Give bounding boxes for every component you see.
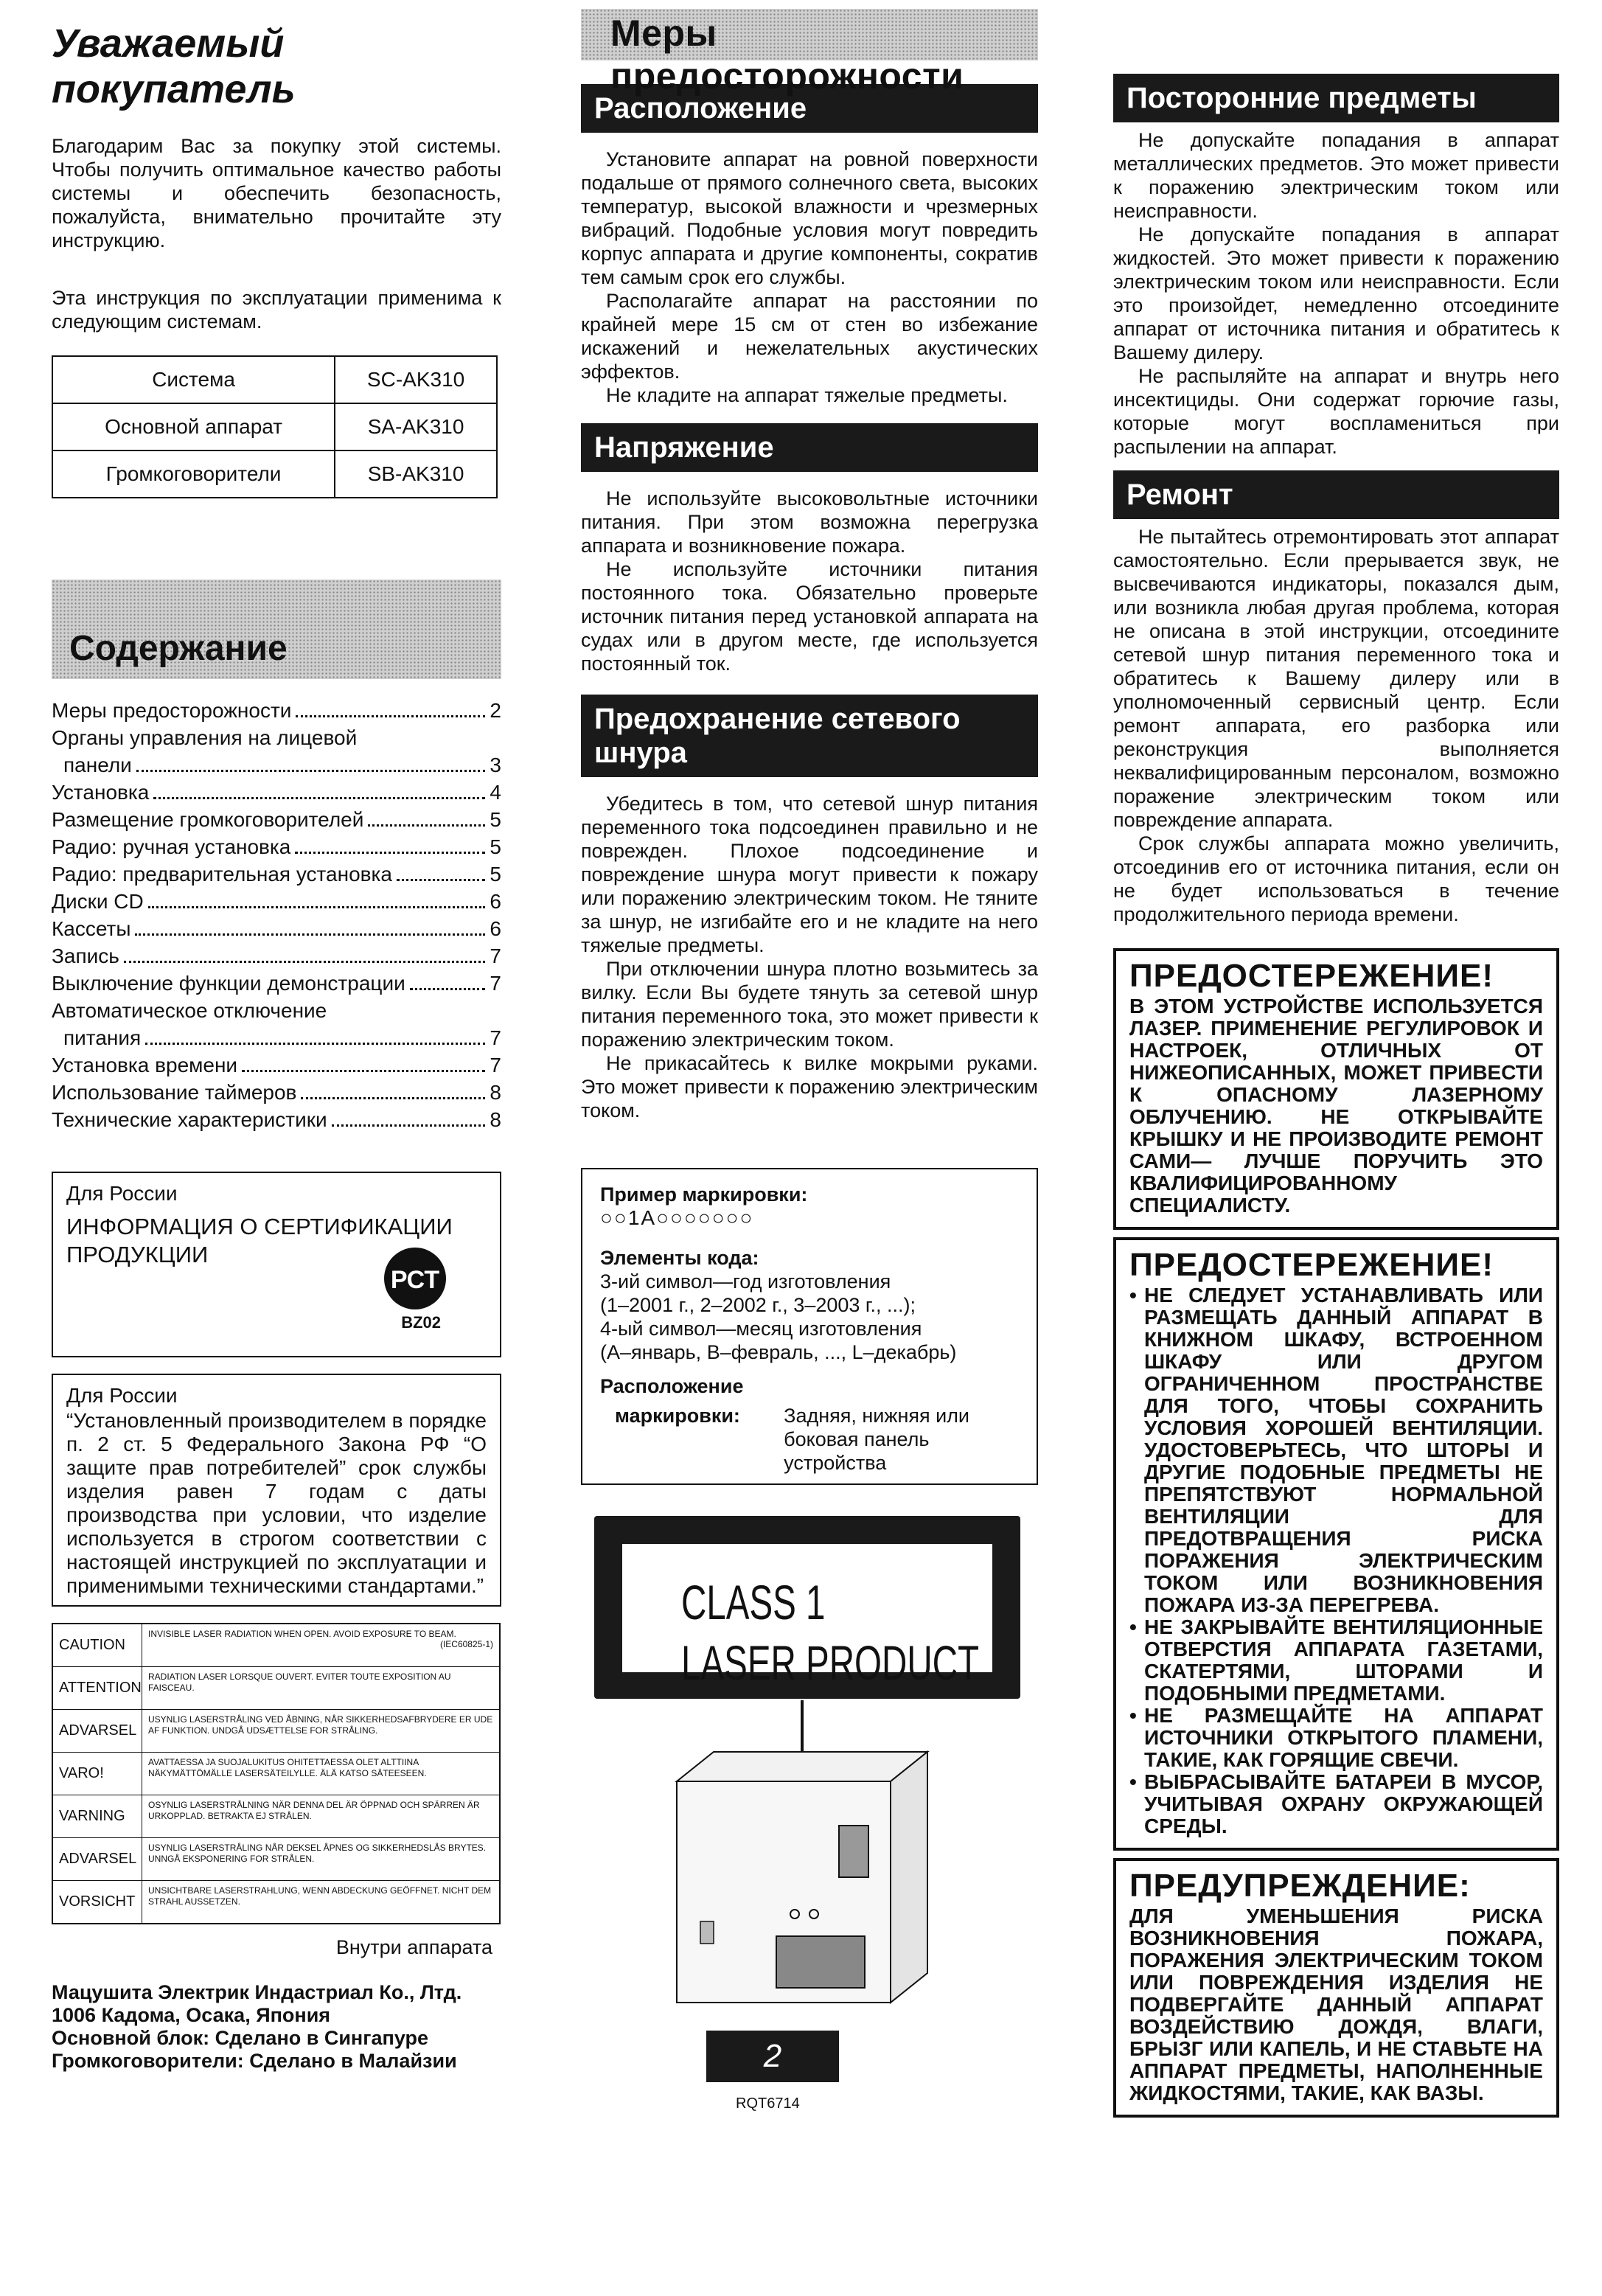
inside-caption: Внутри аппарата <box>335 1936 492 1958</box>
list-item: • ВЫБРАСЫВАЙТЕ БАТАРЕИ В МУСОР, УЧИТЫВАЯ ОХРАНУ ОКРУЖАЮЩЕЙ СРЕДЫ. <box>1129 1770 1543 1837</box>
contents-heading: Содержание <box>52 580 501 679</box>
list-item: • НЕ ЗАКРЫВАЙТЕ ВЕНТИЛЯЦИОННЫЕ ОТВЕРСТИЯ АППАРАТА ГАЗЕТАМИ, СКАТЕРТЯМИ, ШТОРАМИ И ПОДОБНЫМИ ПРЕДМЕТАМИ. <box>1129 1615 1543 1705</box>
device-back-illustration <box>647 1700 957 2025</box>
service-life-box: Для России “Установленный производителем в порядке п. 2 ст. 5 Федерального Закона РФ “О защите прав потребителей” срок службы изделия равен 7 годам с даты производства при условии, что изделие используется в строгом соответствии с настоящей инструкцией по эксплуатации и применимыми техническими стандартами.” <box>52 1374 501 1607</box>
moisture-warning-box: ПРЕДУПРЕЖДЕНИЕ: ДЛЯ УМЕНЬШЕНИЯ РИСКА ВОЗНИКНОВЕНИЯ ПОЖАРА, ПОРАЖЕНИЯ ЭЛЕКТРИЧЕСКИМ ТОКОМ ИЛИ ПОВРЕЖДЕНИЯ ИЗДЕЛИЯ НЕ ПОДВЕРГАЙТЕ ДАННЫЙ АППАРАТ ВОЗДЕЙСТВИЮ ДОЖДЯ, ВЛАГИ, БРЫЗГ ИЛИ КАПЕЛЬ, И НЕ СТАВЬТЕ НА АППАРАТ ПРЕДМЕТЫ, НАПОЛНЕННЫЕ ЖИДКОСТЯМИ, ТАКИЕ, КАК ВАЗЫ. <box>1113 1858 1559 2118</box>
left-column <box>52 0 501 2073</box>
voltage-heading: Напряжение <box>581 423 1038 472</box>
list-item: • НЕ РАЗМЕЩАЙТЕ НА АППАРАТ ИСТОЧНИКИ ОТКРЫТОГО ПЛАМЕНИ, ТАКИЕ, КАК ГОРЯЩИЕ СВЕЧИ. <box>1129 1704 1543 1771</box>
toc-item[interactable]: Установка времени 7 <box>52 1051 501 1079</box>
laser-caution-box: ПРЕДОСТЕРЕЖЕНИЕ! В ЭТОМ УСТРОЙСТВЕ ИСПОЛЬЗУЕТСЯ ЛАЗЕР. ПРИМЕНЕНИЕ РЕГУЛИРОВОК И НАСТРОЕК, ОТЛИЧНЫХ ОТ НИЖЕОПИСАННЫХ, МОЖЕТ ПРИВЕСТИ К ОПАСНОМУ ЛАЗЕРНОМУ ОБЛУЧЕНИЮ. НЕ ОТКРЫВАЙТЕ КРЫШКУ И НЕ ПРОИЗВОДИТЕ РЕМОНТ САМИ— ЛУЧШЕ ПОРУЧИТЬ ЭТО КВАЛИФИЦИРОВАННОМУ СПЕЦИАЛИСТУ. <box>1113 948 1559 1230</box>
toc-item[interactable]: Меры предосторожности 2 <box>52 697 501 724</box>
toc-item[interactable]: Автоматическое отключение <box>52 999 327 1022</box>
table-row: Система SC-AK310 <box>52 356 497 403</box>
svg-text:РСТ: РСТ <box>390 1266 440 1294</box>
right-column: Посторонние предметы Не допускайте попадания в аппарат металлических предметов. Это может привести к поражению электрическим током или неисправности. Не допускайте попадания в аппарат жидкостей. Это может привести к поражению электрическим током или неисправности. Если это произойдет, немедленно отсоедините аппарат от источника питания и обратитесь к Вашему дилеру. Не распыляйте на аппарат и внутрь него инсектициды. Они содержат горючие газы, которые могут воспламениться при распылении на аппарат. Ремонт Не пытайтесь отремонтировать этот аппарат самостоятельно. Если прерывается звук, не высвечиваются индикаторы, показался дым, или возникла любая другая проблема, которая не описана в этой инструкции, отсоедините сетевой шнур питания переменного тока и обратитесь к Вашему дилеру или в уполномоченный сервисный центр. Если ремонт аппарата, его разборка или реконструкция выполняется неквалифицированным персоналом, возможно поражение электрическим током или повреждение аппарата. Срок службы аппарата можно увеличить, отсоединив его от источника питания, если он не будет использоваться в течение продолжительного периода времени. ПРЕДОСТЕРЕЖЕНИЕ! В ЭТОМ УСТРОЙСТВЕ ИСПОЛЬЗУЕТСЯ ЛАЗЕР. ПРИМЕНЕНИЕ РЕГУЛИРОВОК И НАСТРОЕК, ОТЛИЧНЫХ ОТ НИЖЕОПИСАННЫХ, МОЖЕТ ПРИВЕСТИ К ОПАСНОМУ ЛАЗЕРНОМУ ОБЛУЧЕНИЮ. НЕ ОТКРЫВАЙТЕ КРЫШКУ И НЕ ПРОИЗВОДИТЕ РЕМОНТ САМИ— ЛУЧШЕ ПОРУЧИТЬ ЭТО КВАЛИФИЦИРОВАННОМУ СПЕЦИАЛИСТУ. ПРЕДОСТЕРЕЖЕНИЕ! • НЕ СЛЕДУЕТ УСТАНАВЛИВАТЬ ИЛИ РАЗМЕЩАТЬ ДАННЫЙ АППАРАТ В КНИЖНОМ ШКАФУ, ВСТРОЕННОМ ШКАФУ ИЛИ ДРУГОМ ОГРАНИЧЕННОМ ПРОСТРАНСТВЕ ДЛЯ ТОГО, ЧТОБЫ СОХРАНИТЬ УСЛОВИЯ ХОРОШЕЙ ВЕНТИЛЯЦИИ. УДОСТОВЕРЬТЕСЬ, ЧТО ШТОРЫ И ДРУГИЕ ПОДОБНЫЕ ПРЕДМЕТЫ НЕ ПРЕПЯТСТВУЮТ НОРМАЛЬНОЙ ВЕНТИЛЯЦИИ ДЛЯ ПРЕДОТВРАЩЕНИЯ РИСКА ПОРАЖЕНИЯ ЭЛЕКТРИЧЕСКИМ ТОКОМ ИЛИ ВОЗНИКНОВЕНИЯ ПОЖАРА ИЗ-ЗА ПЕРЕГРЕВА. • НЕ ЗАКРЫВАЙТЕ ВЕНТИЛЯЦИОННЫЕ ОТВЕРСТИЯ АППАРАТА ГАЗЕТАМИ, СКАТЕРТЯМИ, ШТОРАМИ И ПОДОБНЫМИ ПРЕДМЕТАМИ. • НЕ РАЗМЕЩАЙТЕ НА АППАРАТ ИСТОЧНИКИ ОТКРЫТОГО ПЛАМЕНИ, ТАКИЕ, КАК ГОРЯЩИЕ СВЕЧИ. • ВЫБРАСЫВАЙТЕ БАТАРЕИ В МУСОР, УЧИТЫВАЯ ОХРАНУ ОКРУЖАЮЩЕЙ СРЕДЫ. ПРЕДУПРЕЖДЕНИЕ: ДЛЯ УМЕНЬШЕНИЯ РИСКА ВОЗНИКНОВЕНИЯ ПОЖАРА, ПОРАЖЕНИЯ ЭЛЕКТРИЧЕСКИМ ТОКОМ ИЛИ ПОВРЕЖДЕНИЯ ИЗДЕЛИЯ НЕ ПОДВЕРГАЙТЕ ДАННЫЙ АППАРАТ ВОЗДЕЙСТВИЮ ДОЖДЯ, ВЛАГИ, БРЫЗГ ИЛИ КАПЕЛЬ, И НЕ СТАВЬТЕ НА АППАРАТ ПРЕДМЕТЫ, НАПОЛНЕННЫЕ ЖИДКОСТЯМИ, ТАКИЕ, КАК ВАЗЫ. <box>1113 0 1559 2118</box>
cord-heading: Предохранение сетевого шнура <box>581 695 1038 777</box>
page-title: Меры предосторожности <box>581 9 1038 60</box>
document-code: RQT6714 <box>736 2095 800 2112</box>
intro-text: Благодарим Вас за покупку этой системы. Чтобы получить оптимальное качество работы системы и обеспечить безопасность, пожалуйста, внимательно прочитайте эту инструкцию. <box>52 135 501 251</box>
toc-item[interactable]: Органы управления на лицевой <box>52 726 358 749</box>
laser-label-diagram <box>581 1516 1038 2113</box>
table-row: CAUTION INVISIBLE LASER RADIATION WHEN OPEN. AVOID EXPOSURE TO BEAM. (IEC60825-1) <box>53 1624 499 1667</box>
page-number: 2 <box>706 2031 839 2082</box>
table-row: VORSICHT UNSICHTBARE LASERSTRAHLUNG, WENN ABDECKUNG GEÖFFNET. NICHT DEM STRAHL AUSSETZEN. <box>53 1881 499 1923</box>
applies-text: Эта инструкция по эксплуатации применима к следующим системам. <box>52 287 501 333</box>
toc-item[interactable]: Выключение функции демонстрации 7 <box>52 970 501 997</box>
toc-item[interactable]: Диски CD 6 <box>52 888 501 915</box>
table-row: ADVARSEL USYNLIG LASERSTRÅLING VED ÅBNING, NÅR SIKKERHEDSAFBRYDERE ER UDE AF FUNKTION. UNDGÅ UDSÆTTELSE FOR STRÅLING. <box>53 1710 499 1753</box>
toc-item[interactable]: Технические характеристики 8 <box>52 1106 501 1133</box>
repair-heading: Ремонт <box>1113 470 1559 519</box>
table-row: ATTENTION RADIATION LASER LORSQUE OUVERT. EVITER TOUTE EXPOSITION AU FAISCEAU. <box>53 1667 499 1710</box>
table-row: ADVARSEL USYNLIG LASERSTRÅLING NÅR DEKSEL ÅPNES OG SIKKERHEDSLÅS BRYTES. UNNGÅ EKSPONERING FOR STRÅLEN. <box>53 1838 499 1881</box>
marking-example-box: Пример маркировки: ○○1A○○○○○○○ Элементы кода: 3-ий символ—год изготовления (1–2001 г., 2–2002 г., 3–2003 г., ...); 4-ый символ—месяц изготовления (A–январь, B–февраль, ..., L–декабрь) Расположение маркировки: Задняя, нижняя или боковая панель устройства <box>581 1168 1038 1485</box>
placement-heading: Расположение <box>581 84 1038 133</box>
table-row: VARO! AVATTAESSA JA SUOJALUKITUS OHITETTAESSA OLET ALTTIINA NÄKYMÄTTÖMÄLLE LASERSÄTEILYLLE. ÄLÄ KATSO SÄTEESEEN. <box>53 1753 499 1795</box>
greeting-title: Уважаемый покупатель <box>52 21 296 111</box>
certification-mark-icon <box>382 1245 448 1312</box>
foreign-objects-heading: Посторонние предметы <box>1113 74 1559 122</box>
table-of-contents <box>52 697 501 1133</box>
toc-item[interactable]: Кассеты 6 <box>52 915 501 942</box>
toc-item[interactable]: Использование таймеров 8 <box>52 1079 501 1106</box>
toc-item[interactable]: Радио: ручная установка 5 <box>52 833 501 860</box>
certification-box: Для России ИНФОРМАЦИЯ О СЕРТИФИКАЦИИ ПРОДУКЦИИ РСТ BZ02 <box>52 1172 501 1357</box>
systems-table <box>52 355 498 498</box>
table-row: Громкоговорители SB-AK310 <box>52 450 497 498</box>
laser-warning-label <box>52 1623 501 1924</box>
class1-laser-label: CLASS 1 LASER PRODUCT <box>594 1516 1020 1699</box>
manufacturer-info: Мацушита Электрик Индастриал Ко., Лтд. 1006 Кадома, Осака, Япония Основной блок: Сделано в Сингапуре Громкоговорители: Сделано в Малайзии <box>52 1981 462 2072</box>
middle-column: Меры предосторожности Расположение Установите аппарат на ровной поверхности подальше от прямого солнечного света, высоких температур, высокой влажности и чрезмерных вибраций. Подобные условия могут повредить корпус аппарата и другие компоненты, сократив тем самым срок его службы. Располагайте аппарат на расстоянии по крайней мере 15 см от стен во избежание искажений и нежелательных акустических эффектов. Не кладите на аппарат тяжелые предметы. Напряжение Не используйте высоковольтные источники питания. При этом возможна перегрузка аппарата и возникновение пожара. Не используйте источники питания постоянного тока. Обязательно проверьте источник питания перед установкой аппарата на судах или в другом месте, где используется постоянный ток. Предохранение сетевого шнура Убедитесь в том, что сетевой шнур питания переменного тока подсоединен правильно и не поврежден. Плохое подсоединение и повреждение шнура могут привести к пожару или поражению электрическим током. Не тяните за шнур, не изгибайте его и не кладите на него тяжелые предметы. При отключении шнура плотно возьмитесь за вилку. Если Вы будете тянуть за сетевой шнур питания переменного тока, это может привести к поражению электрическим током. Не прикасайтесь к вилке мокрыми руками. Это может привести к поражению электрическим током. Пример маркировки: ○○1A○○○○○○○ Элементы кода: 3-ий символ—год изготовления (1–2001 г., 2–2002 г., 3–2003 г., ...); 4-ый символ—месяц изготовления (A–январь, B–февраль, ..., L–декабрь) Расположение маркировки: Задняя, нижняя или боковая панель устройства CLASS 1 LASER PRODUCT 2 RQT6714 <box>581 0 1038 2113</box>
table-row: Основной аппарат SA-AK310 <box>52 403 497 450</box>
toc-item[interactable]: Радио: предварительная установка 5 <box>52 860 501 888</box>
toc-item[interactable]: Установка 4 <box>52 779 501 806</box>
toc-item[interactable]: Запись 7 <box>52 942 501 970</box>
ventilation-caution-box: ПРЕДОСТЕРЕЖЕНИЕ! • НЕ СЛЕДУЕТ УСТАНАВЛИВАТЬ ИЛИ РАЗМЕЩАТЬ ДАННЫЙ АППАРАТ В КНИЖНОМ ШКАФУ, ВСТРОЕННОМ ШКАФУ ИЛИ ДРУГОМ ОГРАНИЧЕННОМ ПРОСТРАНСТВЕ ДЛЯ ТОГО, ЧТОБЫ СОХРАНИТЬ УСЛОВИЯ ХОРОШЕЙ ВЕНТИЛЯЦИИ. УДОСТОВЕРЬТЕСЬ, ЧТО ШТОРЫ И ДРУГИЕ ПОДОБНЫЕ ПРЕДМЕТЫ НЕ ПРЕПЯТСТВУЮТ НОРМАЛЬНОЙ ВЕНТИЛЯЦИИ ДЛЯ ПРЕДОТВРАЩЕНИЯ РИСКА ПОРАЖЕНИЯ ЭЛЕКТРИЧЕСКИМ ТОКОМ ИЛИ ВОЗНИКНОВЕНИЯ ПОЖАРА ИЗ-ЗА ПЕРЕГРЕВА. • НЕ ЗАКРЫВАЙТЕ ВЕНТИЛЯЦИОННЫЕ ОТВЕРСТИЯ АППАРАТА ГАЗЕТАМИ, СКАТЕРТЯМИ, ШТОРАМИ И ПОДОБНЫМИ ПРЕДМЕТАМИ. • НЕ РАЗМЕЩАЙТЕ НА АППАРАТ ИСТОЧНИКИ ОТКРЫТОГО ПЛАМЕНИ, ТАКИЕ, КАК ГОРЯЩИЕ СВЕЧИ. • ВЫБРАСЫВАЙТЕ БАТАРЕИ В МУСОР, УЧИТЫВАЯ ОХРАНУ ОКРУЖАЮЩЕЙ СРЕДЫ. <box>1113 1237 1559 1851</box>
toc-item[interactable]: Размещение громкоговорителей 5 <box>52 806 501 833</box>
table-row: VARNING OSYNLIG LASERSTRÅLNING NÄR DENNA DEL ÄR ÖPPNAD OCH SPÄRREN ÄR URKOPPLAD. BETRAKTA EJ STRÅLEN. <box>53 1795 499 1838</box>
list-item: • НЕ СЛЕДУЕТ УСТАНАВЛИВАТЬ ИЛИ РАЗМЕЩАТЬ ДАННЫЙ АППАРАТ В КНИЖНОМ ШКАФУ, ВСТРОЕННОМ ШКАФУ ИЛИ ДРУГОМ ОГРАНИЧЕННОМ ПРОСТРАНСТВЕ ДЛЯ ТОГО, ЧТОБЫ СОХРАНИТЬ УСЛОВИЯ ХОРОШЕЙ ВЕНТИЛЯЦИИ. УДОСТОВЕРЬТЕСЬ, ЧТО ШТОРЫ И ДРУГИЕ ПОДОБНЫЕ ПРЕДМЕТЫ НЕ ПРЕПЯТСТВУЮТ НОРМАЛЬНОЙ ВЕНТИЛЯЦИИ ДЛЯ ПРЕДОТВРАЩЕНИЯ РИСКА ПОРАЖЕНИЯ ЭЛЕКТРИЧЕСКИМ ТОКОМ ИЛИ ВОЗНИКНОВЕНИЯ ПОЖАРА ИЗ-ЗА ПЕРЕГРЕВА. <box>1129 1284 1543 1616</box>
toc-item[interactable]: питания 7 <box>52 1024 501 1051</box>
toc-item[interactable]: панели 3 <box>52 751 501 779</box>
